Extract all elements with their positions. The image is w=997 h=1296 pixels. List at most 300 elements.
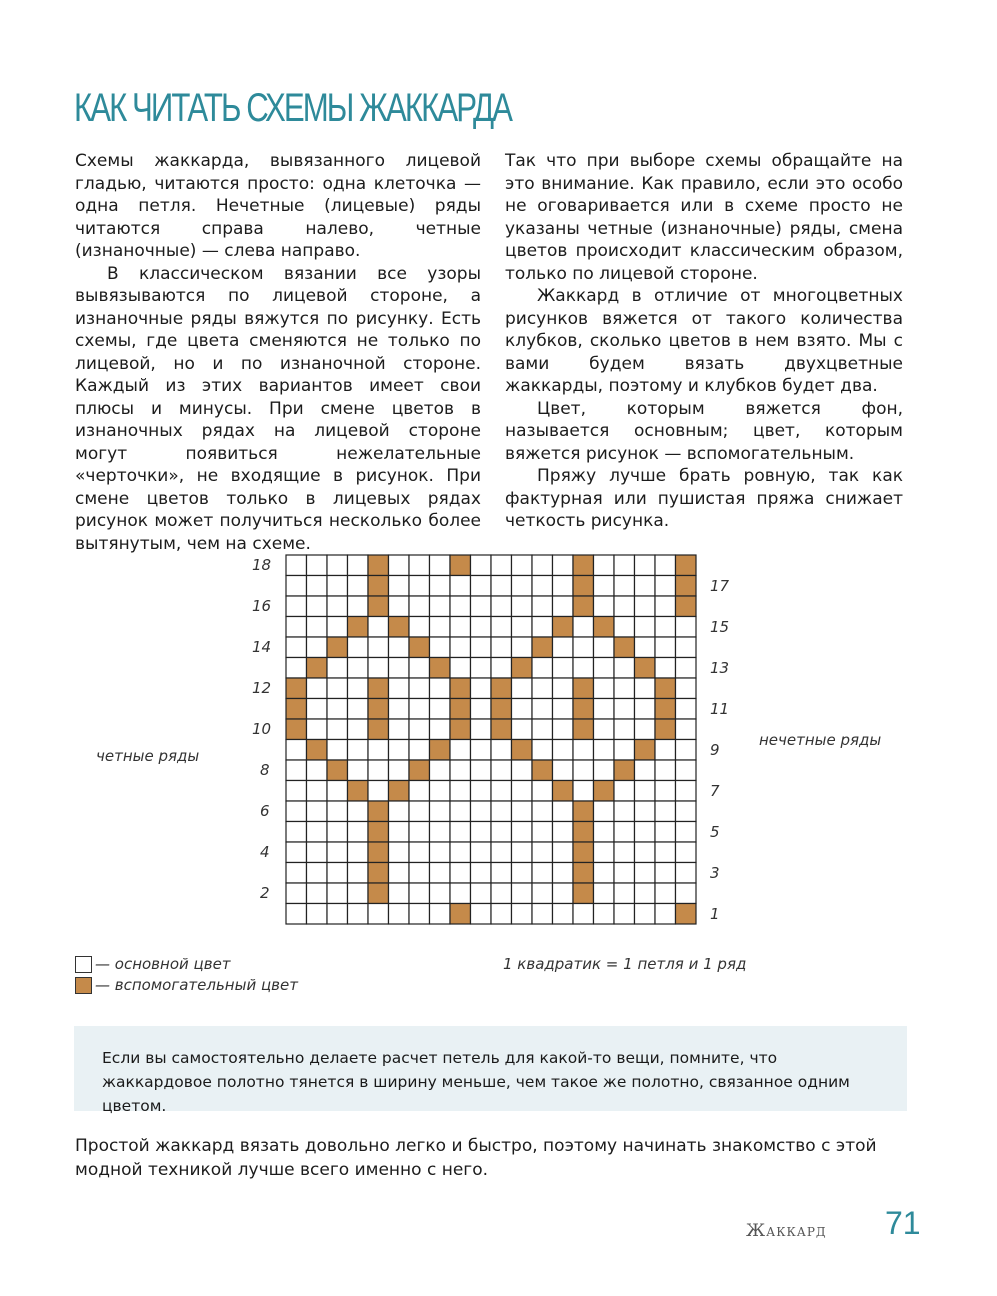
chart-cell-main [450,781,471,802]
chart-cell-contrast [532,760,553,781]
chart-cell-main [614,883,635,904]
odd-row-number: 11 [710,699,730,718]
chart-cell-main [553,658,574,679]
chart-cell-main [553,555,574,576]
chart-cell-main [389,576,410,597]
chart-cell-contrast [368,863,389,884]
chart-cell-main [553,699,574,720]
chart-cell-main [655,760,676,781]
chart-cell-main [409,617,430,638]
chart-cell-main [450,740,471,761]
chart-cell-contrast [348,617,369,638]
chart-cell-contrast [327,637,348,658]
chart-cell-main [532,576,553,597]
chart-cell-main [327,740,348,761]
chart-cell-main [307,781,328,802]
chart-cell-main [491,658,512,679]
chart-cell-main [327,904,348,925]
chart-cell-contrast [389,781,410,802]
chart-cell-contrast [491,719,512,740]
chart-cell-contrast [594,781,615,802]
even-row-number: 16 [252,597,272,616]
chart-cell-main [635,555,656,576]
chart-cell-main [450,863,471,884]
chart-cell-contrast [327,760,348,781]
chart-cell-main [430,904,451,925]
tip-box [74,1026,907,1115]
chart-cell-main [286,555,307,576]
chart-cell-main [635,883,656,904]
even-row-number: 2 [260,884,270,903]
chart-cell-main [532,740,553,761]
chart-cell-main [286,904,307,925]
chart-cell-main [389,904,410,925]
chart-cell-main [409,658,430,679]
chart-cell-main [348,555,369,576]
chart-cell-main [307,699,328,720]
chart-cell-main [307,760,328,781]
chart-cell-main [594,678,615,699]
chart-cell-main [594,842,615,863]
even-row-number: 14 [252,638,272,657]
chart-cell-main [348,842,369,863]
chart-cell-main [614,863,635,884]
chart-cell-main [614,596,635,617]
chart-cell-main [307,637,328,658]
chart-cell-main [348,658,369,679]
chart-cell-main [635,760,656,781]
chart-cell-main [512,801,533,822]
chart-cell-contrast [286,719,307,740]
chart-cell-main [409,555,430,576]
chart-cell-main [471,781,492,802]
chart-cell-main [512,637,533,658]
chart-cell-contrast [573,719,594,740]
chart-cell-main [655,883,676,904]
chart-cell-main [471,883,492,904]
footer-section-title: Жаккард [746,1221,827,1241]
chart-cell-main [450,617,471,638]
chart-cell-contrast [573,822,594,843]
chart-cell-main [286,781,307,802]
chart-cell-main [512,842,533,863]
chart-cell-main [614,699,635,720]
chart-cell-main [635,801,656,822]
chart-cell-main [368,781,389,802]
chart-cell-main [307,555,328,576]
chart-cell-main [286,596,307,617]
chart-cell-contrast [450,904,471,925]
chart-cell-main [307,883,328,904]
chart-cell-main [307,596,328,617]
odd-row-number: 1 [710,904,720,923]
chart-cell-main [594,760,615,781]
chart-cell-main [389,883,410,904]
chart-cell-main [532,555,553,576]
chart-cell-main [348,596,369,617]
even-rows-label: четные ряды [96,747,200,765]
even-row-number: 6 [260,802,270,821]
chart-cell-contrast [553,617,574,638]
chart-cell-main [553,637,574,658]
chart-cell-main [573,637,594,658]
chart-cell-main [307,576,328,597]
chart-cell-contrast [635,658,656,679]
odd-row-number: 5 [710,822,720,841]
chart-cell-contrast [368,883,389,904]
chart-cell-main [635,863,656,884]
chart-cell-contrast [614,760,635,781]
chart-cell-main [553,760,574,781]
chart-cell-main [553,678,574,699]
chart-cell-contrast [368,576,389,597]
chart-cell-contrast [655,719,676,740]
chart-cell-main [327,699,348,720]
chart-cell-main [512,719,533,740]
chart-cell-main [471,576,492,597]
chart-cell-main [553,576,574,597]
chart-cell-contrast [286,678,307,699]
chart-cell-main [409,678,430,699]
chart-cell-main [450,801,471,822]
chart-cell-main [655,863,676,884]
odd-row-number: 15 [710,617,730,636]
chart-cell-main [491,781,512,802]
chart-cell-main [676,719,697,740]
chart-cell-main [594,699,615,720]
chart-cell-contrast [655,678,676,699]
chart-cell-main [430,863,451,884]
chart-cell-main [327,678,348,699]
chart-cell-main [614,617,635,638]
chart-cell-main [368,637,389,658]
chart-cell-contrast [409,637,430,658]
paragraph: Схемы жаккарда, вывязанного лицевой гладью, читаются просто: одна клеточка — одна петля. Нечетные (лицевые) ряды читаются справа налево, четные (изнаночные) — слева направо. [75,151,481,261]
chart-cell-main [594,801,615,822]
chart-cell-main [348,883,369,904]
chart-cell-main [676,678,697,699]
chart-cell-main [594,637,615,658]
page-number: 71 [885,1205,921,1241]
chart-cell-contrast [676,555,697,576]
chart-cell-main [491,617,512,638]
chart-cell-main [471,658,492,679]
chart-cell-main [430,822,451,843]
chart-cell-main [491,637,512,658]
chart-cell-contrast [676,576,697,597]
chart-cell-main [348,904,369,925]
chart-cell-main [307,617,328,638]
chart-cell-main [655,822,676,843]
chart-cell-main [676,617,697,638]
chart-cell-contrast [512,740,533,761]
chart-cell-main [471,801,492,822]
chart-cell-main [471,760,492,781]
chart-cell-main [512,781,533,802]
chart-cell-main [286,883,307,904]
chart-cell-main [327,617,348,638]
chart-cell-main [635,719,656,740]
chart-cell-main [409,576,430,597]
chart-cell-main [327,822,348,843]
chart-cell-main [471,904,492,925]
chart-cell-main [471,719,492,740]
chart-cell-main [532,658,553,679]
chart-cell-main [389,760,410,781]
chart-cell-main [430,678,451,699]
right-text-column [505,150,903,533]
chart-cell-main [676,822,697,843]
chart-cell-contrast [307,658,328,679]
chart-cell-main [368,658,389,679]
chart-cell-main [676,781,697,802]
chart-cell-contrast [368,822,389,843]
chart-cell-main [594,863,615,884]
chart-cell-main [389,658,410,679]
odd-row-number: 7 [710,781,720,800]
paragraph: В классическом вязании все узоры вывязываются по лицевой стороне, а изнаночные ряды вяжутся по рисунку. Есть схемы, где цвета сменяются не только по лицевой, но и по изнаночной стороне. Каждый из этих вариантов имеет свои плюсы и минусы. При смене цветов в изнаночных рядах на лицевой стороне могут появиться нежелательные «черточки», не входящие в рисунок. При смене цветов только в лицевых рядах рисунок может получиться несколько более вытянутым, чем на схеме. [75,263,481,554]
chart-cell-main [553,863,574,884]
chart-cell-main [614,904,635,925]
chart-cell-main [286,842,307,863]
chart-cell-main [594,596,615,617]
chart-cell-main [348,760,369,781]
chart-cell-main [573,740,594,761]
chart-cell-main [430,617,451,638]
chart-cell-main [512,863,533,884]
chart-cell-main [389,801,410,822]
chart-cell-contrast [430,740,451,761]
chart-cell-contrast [635,740,656,761]
chart-cell-main [655,842,676,863]
chart-cell-main [430,637,451,658]
chart-cell-main [655,658,676,679]
chart-cell-contrast [573,883,594,904]
chart-cell-main [450,822,471,843]
chart-cell-main [471,863,492,884]
chart-cell-contrast [286,699,307,720]
chart-cell-main [635,822,656,843]
chart-cell-main [676,842,697,863]
chart-cell-main [491,740,512,761]
chart-cell-contrast [368,596,389,617]
chart-cell-main [512,678,533,699]
chart-cell-main [676,760,697,781]
chart-cell-main [532,678,553,699]
chart-cell-main [635,617,656,638]
chart-cell-main [430,699,451,720]
chart-cell-main [450,637,471,658]
chart-cell-main [430,596,451,617]
chart-cell-main [553,719,574,740]
chart-cell-main [327,842,348,863]
chart-cell-main [614,801,635,822]
chart-cell-main [532,596,553,617]
paragraph: Так что при выборе схемы обращайте на это внимание. Как правило, если это особо не оговаривается или в схеме просто не указаны четные (изнаночные) ряды, смена цветов происходит классическим образом, только по лицевой стороне. [505,151,903,284]
chart-cell-main [348,719,369,740]
chart-cell-main [594,658,615,679]
chart-cell-main [327,658,348,679]
chart-cell-main [532,822,553,843]
chart-cell-main [676,658,697,679]
page-title: КАК ЧИТАТЬ СХЕМЫ ЖАККАРДА [74,86,512,130]
chart-cell-contrast [348,781,369,802]
paragraph: Цвет, которым вяжется фон, называется основным; цвет, которым вяжется рисунок — вспомогательным. [505,398,903,464]
chart-cell-main [409,596,430,617]
chart-cell-main [450,883,471,904]
even-row-number: 10 [252,720,272,739]
chart-cell-main [471,699,492,720]
chart-cell-main [512,760,533,781]
chart-cell-main [307,822,328,843]
even-row-number: 18 [252,556,272,575]
chart-cell-main [450,760,471,781]
chart-cell-main [450,576,471,597]
chart-cell-main [655,637,676,658]
chart-cell-main [573,904,594,925]
chart-cell-contrast [409,760,430,781]
odd-row-number: 13 [710,658,730,677]
chart-cell-main [348,740,369,761]
chart-cell-contrast [450,555,471,576]
chart-cell-main [348,576,369,597]
chart-cell-main [614,740,635,761]
chart-cell-main [348,822,369,843]
chart-cell-main [594,740,615,761]
brown-swatch-icon [75,977,92,994]
chart-cell-contrast [573,678,594,699]
chart-cell-main [409,842,430,863]
legend-label: — основной цвет [95,955,231,973]
chart-cell-main [594,822,615,843]
chart-cell-main [491,555,512,576]
chart-cell-main [614,576,635,597]
chart-cell-main [471,596,492,617]
chart-cell-main [348,863,369,884]
chart-cell-contrast [594,617,615,638]
chart-cell-contrast [676,904,697,925]
chart-cell-main [553,904,574,925]
chart-cell-main [409,801,430,822]
chart-cell-contrast [368,555,389,576]
chart-cell-main [307,904,328,925]
chart-cell-main [471,842,492,863]
chart-cell-contrast [307,740,328,761]
even-row-number: 12 [252,679,272,698]
chart-cell-main [409,719,430,740]
left-text-column [75,150,481,555]
chart-cell-main [553,596,574,617]
chart-cell-main [368,760,389,781]
chart-cell-main [635,678,656,699]
chart-cell-main [430,719,451,740]
chart-cell-main [327,555,348,576]
chart-cell-contrast [368,678,389,699]
chart-cell-contrast [450,699,471,720]
chart-cell-main [491,822,512,843]
chart-cell-main [553,883,574,904]
chart-cell-main [409,740,430,761]
chart-cell-main [655,555,676,576]
chart-cell-main [450,596,471,617]
chart-cell-main [553,801,574,822]
chart-cell-main [635,842,656,863]
chart-cell-main [594,883,615,904]
chart-cell-main [491,883,512,904]
chart-cell-contrast [450,719,471,740]
tip-text: Если вы самостоятельно делаете расчет петель для какой-то вещи, помните, что жаккардовое полотно тянется в ширину меньше, чем такое же полотно, связанное одним цветом. [102,1049,850,1115]
chart-cell-main [430,801,451,822]
chart-cell-main [655,740,676,761]
chart-cell-main [286,863,307,884]
chart-cell-main [676,637,697,658]
chart-cell-main [532,883,553,904]
chart-cell-contrast [512,658,533,679]
chart-cell-contrast [368,699,389,720]
chart-cell-main [635,699,656,720]
chart-cell-main [471,678,492,699]
chart-cell-main [655,781,676,802]
paragraph: Пряжу лучше брать ровную, так как фактурная или пушистая пряжа снижает четкость рисунка. [505,466,903,531]
chart-cell-main [491,842,512,863]
chart-cell-main [491,760,512,781]
chart-cell-main [307,863,328,884]
chart-cell-main [676,740,697,761]
chart-cell-main [327,781,348,802]
chart-cell-main [655,801,676,822]
chart-cell-main [512,699,533,720]
white-swatch-icon [75,956,92,973]
chart-cell-contrast [573,842,594,863]
chart-cell-contrast [573,699,594,720]
chart-cell-main [491,596,512,617]
chart-cell-main [676,801,697,822]
chart-cell-main [491,576,512,597]
chart-cell-main [471,555,492,576]
chart-cell-contrast [614,637,635,658]
chart-cell-main [676,863,697,884]
chart-cell-main [389,863,410,884]
odd-row-number: 9 [710,740,720,759]
chart-cell-main [553,822,574,843]
chart-cell-main [286,617,307,638]
chart-cell-contrast [573,555,594,576]
chart-cell-contrast [368,801,389,822]
chart-cell-main [655,576,676,597]
chart-cell-main [307,842,328,863]
chart-cell-main [655,596,676,617]
chart-cell-main [614,678,635,699]
chart-cell-main [676,883,697,904]
chart-cell-main [389,822,410,843]
paragraph: Жаккард в отличие от многоцветных рисунков вяжется от такого количества клубков, сколько цветов в нем взято. Мы с вами будем вязать двухцветные жаккарды, поэтому и клубков будет два. [505,286,903,396]
chart-cell-main [348,699,369,720]
chart-cell-contrast [573,576,594,597]
chart-cell-main [655,617,676,638]
chart-cell-main [614,719,635,740]
chart-cell-main [532,801,553,822]
chart-cell-main [389,555,410,576]
odd-row-number: 3 [710,863,720,882]
chart-cell-main [512,555,533,576]
chart-cell-main [471,822,492,843]
chart-cell-main [307,801,328,822]
chart-cell-main [430,883,451,904]
chart-cell-main [614,781,635,802]
chart-cell-main [307,678,328,699]
chart-cell-main [532,863,553,884]
chart-cell-main [286,576,307,597]
